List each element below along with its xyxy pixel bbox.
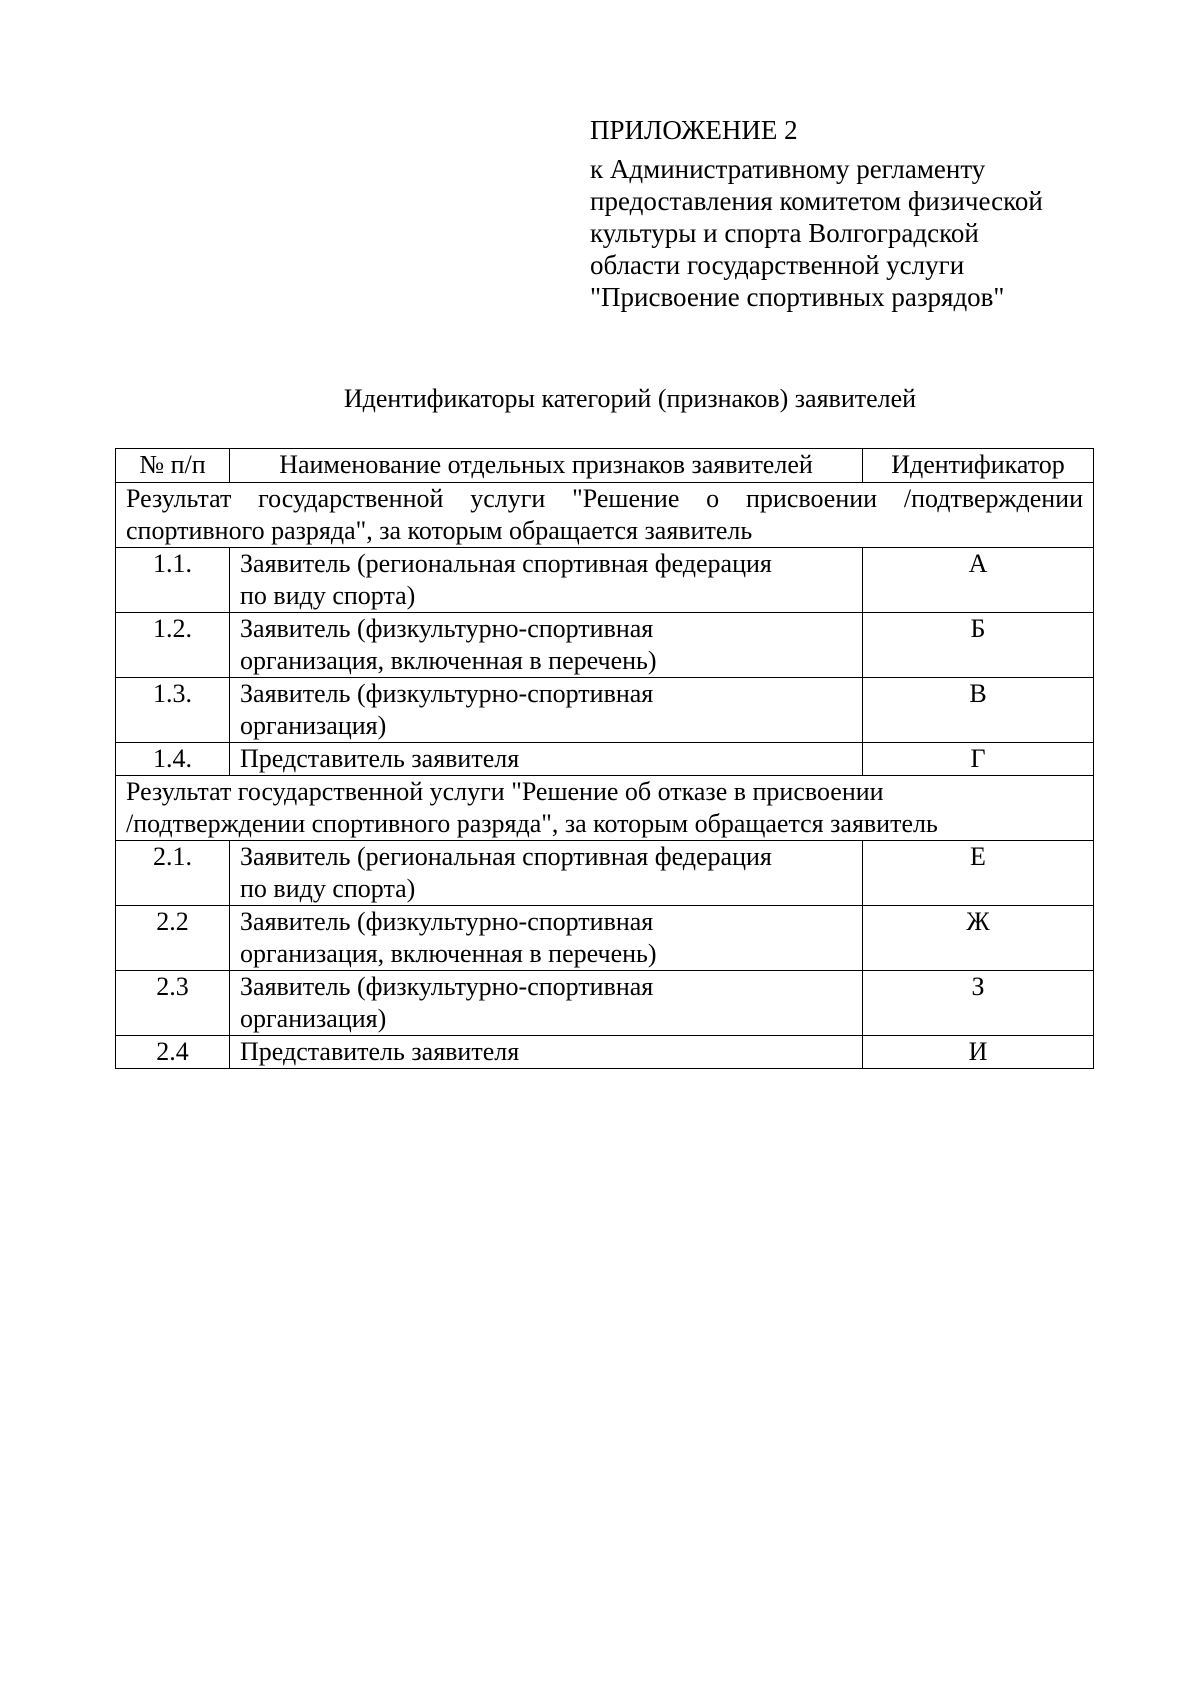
row-number: 2.4 <box>116 1036 230 1069</box>
row-name <box>230 971 863 1036</box>
row-name <box>230 548 863 613</box>
row-name-line: Заявитель (региональная спортивная федерация <box>240 549 772 578</box>
section-heading-row <box>116 483 1094 548</box>
row-identifier: Б <box>863 613 1094 678</box>
section-heading-line: /подтверждении спортивного разряда", за которым обращается заявитель <box>126 809 938 838</box>
table-row <box>116 971 1094 1036</box>
table-row <box>116 906 1094 971</box>
row-number: 2.3 <box>116 971 230 1036</box>
row-name-line: по виду спорта) <box>240 874 416 903</box>
row-name <box>230 613 863 678</box>
section-heading: Результат государственной услуги "Решение о присвоении /подтверждении спортивного разряда", за которым обращается заявитель <box>116 483 1094 548</box>
row-name <box>230 678 863 743</box>
row-number: 1.2. <box>116 613 230 678</box>
row-name-line: Заявитель (физкультурно-спортивная <box>240 614 654 643</box>
header-name: Наименование отдельных признаков заявителей <box>230 449 863 483</box>
row-name-line: организация) <box>240 711 387 740</box>
header-number: № п/п <box>116 449 230 483</box>
row-number: 1.4. <box>116 743 230 776</box>
row-identifier: Г <box>863 743 1094 776</box>
row-name <box>230 1036 863 1069</box>
appendix-line: к Административному регламенту <box>590 154 986 184</box>
table-row <box>116 1036 1094 1069</box>
row-name-line: Заявитель (физкультурно-спортивная <box>240 972 654 1001</box>
row-name-line: организация, включенная в перечень) <box>240 646 657 675</box>
row-name-line: по виду спорта) <box>240 581 416 610</box>
section-heading <box>116 776 1094 841</box>
table-row <box>116 678 1094 743</box>
appendix-line: культуры и спорта Волгоградской <box>590 218 979 248</box>
header-identifier: Идентификатор <box>863 449 1094 483</box>
table-row <box>116 548 1094 613</box>
row-name <box>230 841 863 906</box>
row-name <box>230 743 863 776</box>
row-name-line: Заявитель (физкультурно-спортивная <box>240 679 654 708</box>
row-identifier: Е <box>863 841 1094 906</box>
row-name-line: Представитель заявителя <box>240 744 520 773</box>
row-number: 1.1. <box>116 548 230 613</box>
row-name-line: организация, включенная в перечень) <box>240 939 657 968</box>
row-identifier: В <box>863 678 1094 743</box>
row-number: 2.1. <box>116 841 230 906</box>
row-name-line: Заявитель (региональная спортивная федерация <box>240 842 772 871</box>
row-name-line: организация) <box>240 1004 387 1033</box>
row-identifier: Ж <box>863 906 1094 971</box>
table-row <box>116 841 1094 906</box>
appendix-line: "Присвоение спортивных разрядов" <box>590 282 1005 312</box>
row-identifier: З <box>863 971 1094 1036</box>
row-name <box>230 906 863 971</box>
row-identifier: А <box>863 548 1094 613</box>
row-name-line: Заявитель (физкультурно-спортивная <box>240 907 654 936</box>
appendix-line: области государственной услуги <box>590 250 965 280</box>
row-identifier: И <box>863 1036 1094 1069</box>
section-heading-row <box>116 776 1094 841</box>
appendix-line: предоставления комитетом физической <box>590 186 1043 216</box>
table-row <box>116 613 1094 678</box>
table-header-row <box>116 449 1094 483</box>
section-heading-line: Результат государственной услуги "Решение об отказе в присвоении <box>126 777 884 806</box>
table-row <box>116 743 1094 776</box>
row-number: 2.2 <box>116 906 230 971</box>
identifiers-table <box>115 448 1094 1069</box>
row-number: 1.3. <box>116 678 230 743</box>
row-name-line: Представитель заявителя <box>240 1037 520 1066</box>
table-title: Идентификаторы категорий (признаков) заявителей <box>343 384 917 413</box>
appendix-title: ПРИЛОЖЕНИЕ 2 <box>590 115 798 145</box>
appendix-header <box>590 114 1110 313</box>
